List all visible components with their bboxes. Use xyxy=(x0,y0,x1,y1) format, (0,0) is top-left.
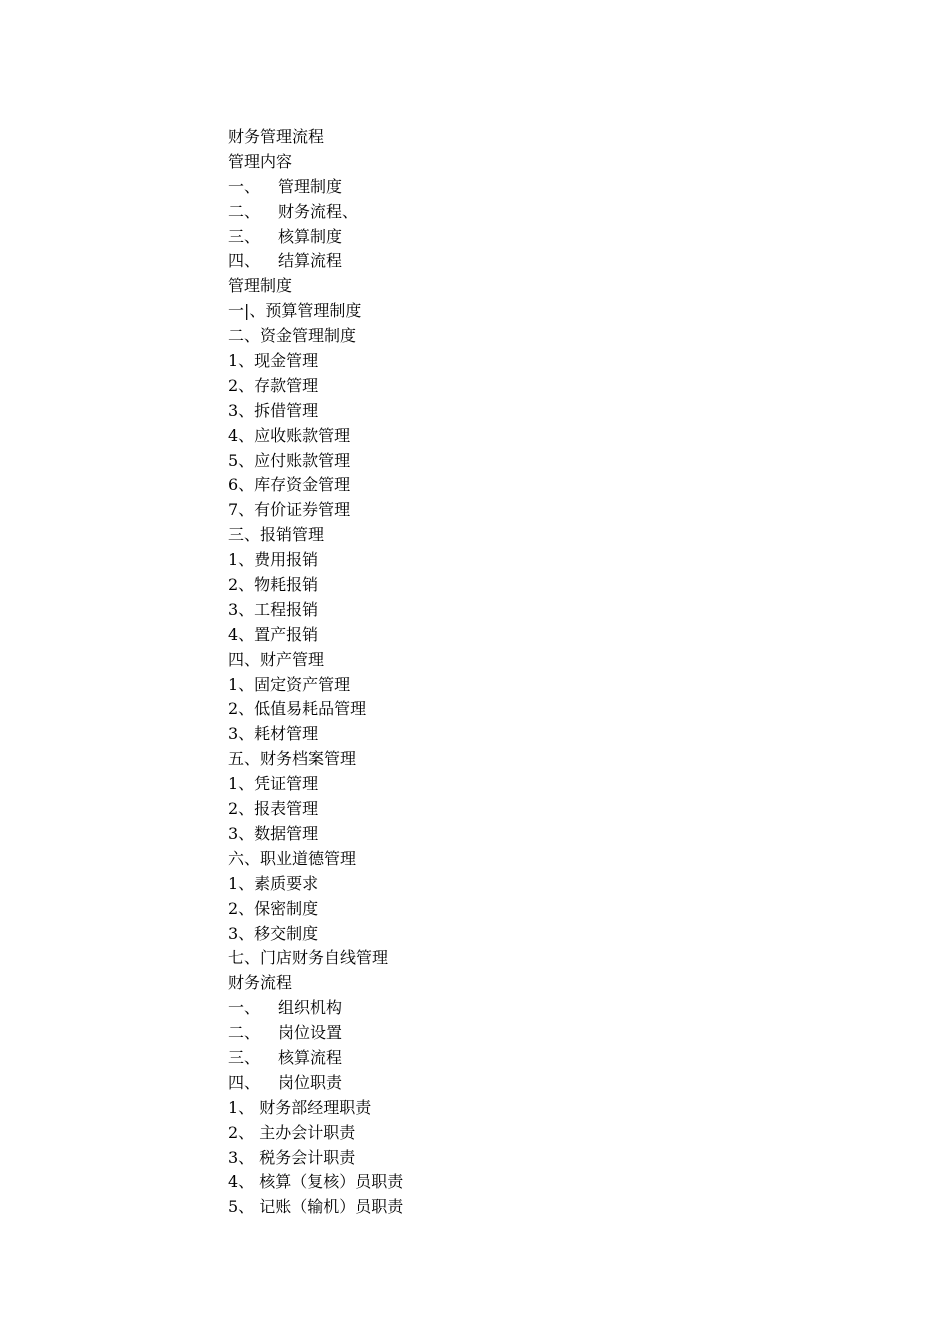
line-text: 二、资金管理制度 xyxy=(228,326,357,346)
document-line xyxy=(228,150,828,175)
document-line xyxy=(228,523,828,548)
document-line xyxy=(228,1170,828,1195)
line-text: 六、职业道德管理 xyxy=(228,848,357,868)
line-text: 3、移交制度 xyxy=(228,923,319,943)
line-text: 2、存款管理 xyxy=(228,375,319,395)
line-text: 管理内容 xyxy=(228,151,293,171)
line-text: 1、素质要求 xyxy=(228,873,319,893)
document-line xyxy=(228,324,828,349)
document-line xyxy=(228,971,828,996)
document-line xyxy=(228,996,828,1021)
line-text: 3、工程报销 xyxy=(228,599,319,619)
line-text: 1、费用报销 xyxy=(228,550,319,570)
line-number: 三、 xyxy=(228,1047,261,1067)
document-line xyxy=(228,374,828,399)
line-text: 1、 财务部经理职责 xyxy=(228,1097,372,1117)
line-number: 一、 xyxy=(228,998,261,1018)
line-text: 3、拆借管理 xyxy=(228,400,319,420)
document-line xyxy=(228,498,828,523)
line-text: 岗位职责 xyxy=(278,1072,343,1092)
document-line xyxy=(228,897,828,922)
line-text: 4、 核算（复核）员职责 xyxy=(228,1172,404,1192)
document-line xyxy=(228,424,828,449)
line-text: 1、凭证管理 xyxy=(228,774,319,794)
document-line xyxy=(228,249,828,274)
document-line xyxy=(228,1071,828,1096)
document-line xyxy=(228,299,828,324)
document-line xyxy=(228,548,828,573)
document-line xyxy=(228,473,828,498)
line-text: 3、 税务会计职责 xyxy=(228,1147,356,1167)
document-line xyxy=(228,225,828,250)
line-text: 4、应收账款管理 xyxy=(228,425,351,445)
line-text: 核算制度 xyxy=(278,226,343,246)
line-text: 2、物耗报销 xyxy=(228,575,319,595)
line-text: 岗位设置 xyxy=(278,1023,343,1043)
document-line xyxy=(228,598,828,623)
line-text: 4、置产报销 xyxy=(228,624,319,644)
document-line xyxy=(228,772,828,797)
line-text: 结算流程 xyxy=(278,251,343,271)
document-line xyxy=(228,449,828,474)
line-text: 3、数据管理 xyxy=(228,823,319,843)
document-line xyxy=(228,946,828,971)
line-text: 5、应付账款管理 xyxy=(228,450,351,470)
line-text: 6、库存资金管理 xyxy=(228,475,351,495)
line-text: 2、保密制度 xyxy=(228,898,319,918)
line-text: 一|、预算管理制度 xyxy=(228,301,362,321)
document-line xyxy=(228,1121,828,1146)
line-number: 一、 xyxy=(228,176,261,196)
document-line xyxy=(228,200,828,225)
document-body xyxy=(228,125,828,1220)
line-text: 核算流程 xyxy=(278,1047,343,1067)
document-line xyxy=(228,822,828,847)
line-number: 四、 xyxy=(228,251,261,271)
line-text: 2、报表管理 xyxy=(228,799,319,819)
document-line xyxy=(228,648,828,673)
line-text: 5、 记账（输机）员职责 xyxy=(228,1197,404,1217)
line-text: 1、现金管理 xyxy=(228,351,319,371)
line-text: 五、财务档案管理 xyxy=(228,749,357,769)
line-text: 3、耗材管理 xyxy=(228,724,319,744)
line-number: 四、 xyxy=(228,1072,261,1092)
line-text: 财务流程、 xyxy=(278,201,359,221)
document-line xyxy=(228,673,828,698)
line-text: 七、门店财务自线管理 xyxy=(228,948,389,968)
document-line xyxy=(228,274,828,299)
line-number: 二、 xyxy=(228,201,261,221)
document-line xyxy=(228,847,828,872)
line-text: 1、固定资产管理 xyxy=(228,674,351,694)
document-line xyxy=(228,349,828,374)
document-line xyxy=(228,1195,828,1220)
document-line xyxy=(228,1146,828,1171)
line-text: 三、报销管理 xyxy=(228,525,325,545)
document-line xyxy=(228,797,828,822)
document-line xyxy=(228,1096,828,1121)
document-line xyxy=(228,399,828,424)
line-text: 财务管理流程 xyxy=(228,127,325,146)
line-text: 财务流程 xyxy=(228,973,293,993)
line-text: 管理制度 xyxy=(228,276,293,296)
document-line xyxy=(228,747,828,772)
document-line xyxy=(228,922,828,947)
document-line xyxy=(228,125,828,150)
document-line xyxy=(228,722,828,747)
line-text: 2、 主办会计职责 xyxy=(228,1122,356,1142)
document-line xyxy=(228,697,828,722)
document-line xyxy=(228,872,828,897)
line-number: 三、 xyxy=(228,226,261,246)
document-line xyxy=(228,1046,828,1071)
line-text: 四、财产管理 xyxy=(228,649,325,669)
document-line xyxy=(228,175,828,200)
line-text: 7、有价证券管理 xyxy=(228,500,351,520)
line-text: 管理制度 xyxy=(278,176,343,196)
document-line xyxy=(228,1021,828,1046)
document-line xyxy=(228,573,828,598)
line-text: 组织机构 xyxy=(278,998,343,1018)
document-line xyxy=(228,623,828,648)
line-text: 2、低值易耗品管理 xyxy=(228,699,367,719)
line-number: 二、 xyxy=(228,1023,261,1043)
